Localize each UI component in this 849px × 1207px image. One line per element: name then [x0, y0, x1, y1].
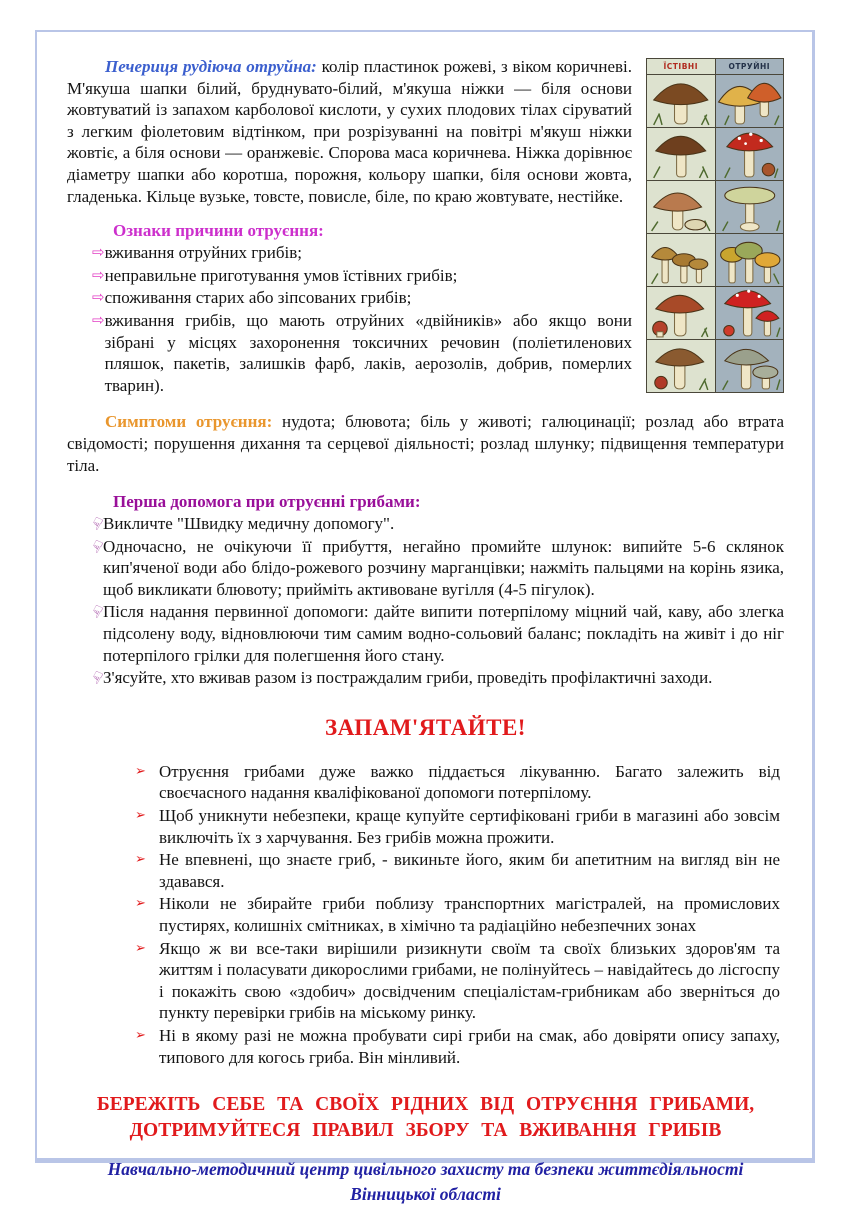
chevron-bullet-icon: ➢ — [135, 940, 146, 956]
warning-banner — [77, 1092, 774, 1144]
warning-line-2: ДОТРИМУЙТЕСЯ ПРАВИЛ ЗБОРУ ТА ВЖИВАННЯ ГРИБІВ — [129, 1120, 722, 1142]
footer-credit — [67, 1157, 784, 1207]
edible-mushroom-illustration-2 — [647, 128, 715, 180]
chevron-bullet-icon: ➢ — [135, 852, 146, 868]
poisonous-mushroom-illustration-5 — [716, 287, 784, 339]
remember-list-item — [133, 1025, 780, 1068]
first-aid-item-text: Після надання первинної допомоги: дайте випити потерпілому міцний чай, каву, або злегка підсолену воду, відновлюючи тим самим водно-сольовий баланс; покладіть на живіт і до ніг потерпілого грілки для полегшення його стану. — [103, 602, 784, 665]
first-aid-item-text: З'ясуйте, хто вживав разом із постраждалим гриби, проведіть профілактичні заходи. — [103, 668, 713, 688]
symptoms-text: нудота; блювота; біль у животі; галюцинації; розлад або втрата свідомості; порушення дихання та серцевої діяльності; розлад шлунку; підвищення температури тіла. — [67, 412, 785, 475]
pointing-hand-bullet-icon: ☟ — [88, 512, 106, 535]
poster-header-poisonous: ОТРУЙНІ — [716, 59, 784, 74]
remember-item-text: Ні в якому разі не можна пробувати сирі гриби на смак, або довіряти опису запаху, типового для когось гриба. Він мінливий. — [159, 1025, 780, 1067]
species-description-text: колір пластинок рожеві, з віком коричневі. М'якуша шапки білий, бруднувато-білий, м'якуша ніжки — біля основи жовтуватий із запахом карболової кислоти, у сухих плодових тілах сіруватий з легким фіолетовим відтінком, при розрізуванні на повітрі м'якуш ніжки жовтіє, а біля основи — оранжевіє. Спорова маса коричнева. Ніжка дорівнює діаметру шапки або коротша, порожня, кольору шапки, біля основи жовта, гладенька. Кільце вузьке, товсте, повисле, біле, по краю жовтувате, нестійке. — [67, 57, 632, 206]
first-aid-list-item — [67, 601, 784, 666]
remember-list — [67, 761, 784, 1068]
first-aid-item-text: Одночасно, не очікуючи її прибуття, негайно промийте шлунок: випийте 5-6 склянок кип'яченої води або блідо-рожевого розчину марганцівки; нажміть пальцями на корінь язика, щоб викликати блювоту; прийміть активоване вугілля (4-5 пігулок). — [103, 536, 784, 599]
first-aid-list-item — [67, 536, 784, 601]
chevron-bullet-icon: ➢ — [135, 808, 146, 824]
remember-list-item — [133, 893, 780, 936]
footer-line-2: Вінницької області — [350, 1184, 501, 1205]
edible-mushroom-illustration-4 — [647, 234, 715, 286]
remember-item-text: Щоб уникнути небезпеки, краще купуйте сертифіковані гриби в магазині або зовсім виключіть їх з харчування. Без грибів можна прожити. — [159, 806, 780, 847]
causes-item-text: неправильне приготування умов їстівних грибів; — [104, 265, 458, 285]
edible-mushroom-illustration-1 — [647, 75, 715, 127]
causes-item-text: споживання старих або зіпсованих грибів; — [104, 288, 412, 308]
symptoms-lead: Симптоми отруєння: — [105, 412, 273, 432]
causes-heading: Ознаки причини отруєння: — [113, 221, 324, 241]
mushroom-poster-grid — [646, 58, 784, 393]
first-aid-list-item — [67, 667, 784, 689]
chevron-bullet-icon: ➢ — [135, 763, 146, 779]
remember-list-item — [133, 938, 780, 1024]
remember-item-text: Отруєння грибами дуже важко піддається лікуванню. Багато залежить від своєчасного надання кваліфікованої допомоги потерпілому. — [159, 761, 780, 803]
footer-line-1: Навчально-методичний центр цивільного захисту та безпеки життєдіяльності — [107, 1159, 744, 1180]
causes-list-item — [67, 310, 632, 396]
remember-item-text: Ніколи не збирайте гриби поблизу транспортних магістралей, на промислових пустирях, колишніх смітниках, в хімічно та радіаційно небезпечних зонах — [159, 894, 780, 935]
edible-mushroom-illustration-5 — [647, 287, 715, 339]
causes-list-item — [67, 287, 632, 309]
poisonous-mushroom-illustration-1 — [716, 75, 784, 127]
arrow-bullet-icon: ⇨ — [92, 265, 105, 284]
causes-list-item — [67, 242, 632, 264]
poisonous-mushroom-illustration-2 — [716, 128, 784, 180]
poisonous-mushroom-illustration-4 — [716, 234, 784, 286]
chevron-bullet-icon: ➢ — [135, 1027, 146, 1043]
page-frame — [35, 30, 815, 1205]
first-aid-list — [67, 513, 784, 689]
remember-list-item — [133, 849, 780, 892]
first-aid-list-item — [67, 513, 784, 535]
arrow-bullet-icon: ⇨ — [92, 243, 105, 262]
causes-item-text: вживання грибів, що мають отруйних «двійників» або якщо вони зібрані у місцях захоронення токсичних речовин (поліетиленових пляшок, пакетів, залишків фарб, лаків, аерозолів, добрив, померлих тварин). — [104, 310, 632, 395]
remember-item-text: Якщо ж ви все-таки вирішили ризикнути своїм та своїх близьких здоров'ям та життям і поласувати дикорослими грибами, не полінуйтесь – навідайтесь до лісгоспу і покажіть свою «здобич» досвідченим спеціалістам-грибникам або зверніться до пункту перевірки грибів на міському ринку. — [159, 938, 780, 1023]
edible-mushroom-illustration-6 — [647, 340, 715, 392]
remember-heading: ЗАПАМ'ЯТАЙТЕ! — [325, 714, 526, 740]
remember-list-item — [133, 761, 780, 804]
mushroom-poster — [646, 58, 784, 393]
arrow-bullet-icon: ⇨ — [92, 288, 105, 307]
species-name: Печериця рудіюча отруйна: — [105, 57, 317, 76]
pointing-hand-bullet-icon: ☟ — [88, 667, 106, 689]
pointing-hand-bullet-icon: ☟ — [88, 535, 106, 557]
edible-mushroom-illustration-3 — [647, 181, 715, 233]
causes-item-text: вживання отруйних грибів; — [104, 243, 302, 263]
symptoms-paragraph — [67, 411, 784, 476]
first-aid-item-text: Викличте "Швидку медичну допомогу". — [103, 514, 395, 534]
pointing-hand-bullet-icon: ☟ — [88, 601, 106, 623]
first-aid-heading: Перша допомога при отруєнні грибами: — [113, 492, 421, 512]
poisonous-mushroom-illustration-6 — [716, 340, 784, 392]
remember-list-item — [133, 805, 780, 848]
poster-header-edible: ЇСТІВНІ — [647, 59, 715, 74]
arrow-bullet-icon: ⇨ — [92, 310, 105, 329]
causes-list-item — [67, 265, 632, 287]
chevron-bullet-icon: ➢ — [135, 896, 146, 912]
warning-line-1: БЕРЕЖІТЬ СЕБЕ ТА СВОЇХ РІДНИХ ВІД ОТРУЄННЯ ГРИБАМИ, — [96, 1094, 755, 1116]
poisonous-mushroom-illustration-3 — [716, 181, 784, 233]
remember-item-text: Не впевнені, що знаєте гриб, - викиньте його, яким би апетитним на вигляд він не здавався. — [159, 850, 780, 891]
